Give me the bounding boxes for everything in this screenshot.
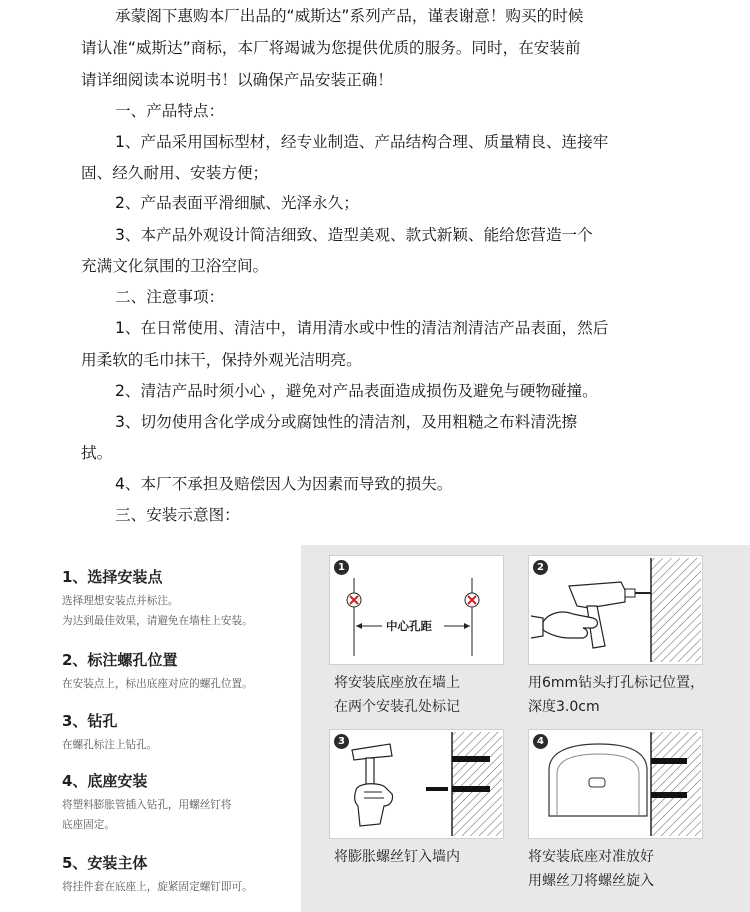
intro-line: 2、产品表面平滑细腻、光泽永久； <box>115 194 359 212</box>
step-number-badge: 4 <box>533 734 548 749</box>
diagram-card-4 <box>528 729 703 839</box>
intro-line: 2、清洁产品时须小心 ，避免对产品表面造成损伤及避免与硬物碰撞。 <box>115 382 598 400</box>
intro-line: 请详细阅读本说明书！以确保产品安装正确！ <box>81 71 393 89</box>
section-heading: 二、注意事项： <box>115 288 225 306</box>
diagram-caption: 用6mm钻头打孔标记位置， <box>528 675 705 691</box>
intro-line: 充满文化氛围的卫浴空间。 <box>81 257 269 275</box>
step-desc: 底座固定。 <box>62 819 115 831</box>
step-title: 5、安装主体 <box>62 854 148 872</box>
step-number-badge: 2 <box>533 560 548 575</box>
diagram-caption: 将膨胀螺丝钉入墙内 <box>334 849 460 865</box>
diagram-caption: 用螺丝刀将螺丝旋入 <box>528 873 654 889</box>
intro-line: 拭。 <box>81 444 113 462</box>
intro-line: 3、切勿使用含化学成分或腐蚀性的清洁剂，及用粗糙之布料清洗擦 <box>115 413 578 431</box>
step-title: 3、钻孔 <box>62 712 118 730</box>
intro-line: 承蒙阁下惠购本厂出品的“威斯达”系列产品，谨表谢意！购买的时候 <box>115 7 584 25</box>
step-number-badge: 3 <box>334 734 349 749</box>
diagram-card-3 <box>329 729 504 839</box>
step-desc: 在安装点上，标出底座对应的螺孔位置。 <box>62 678 253 690</box>
drill-illustration <box>529 556 702 664</box>
intro-line: 固、经久耐用、安装方便； <box>81 164 269 182</box>
step-title: 4、底座安装 <box>62 772 148 790</box>
intro-line: 请认准“威斯达”商标，本厂将竭诚为您提供优质的服务。同时，在安装前 <box>81 39 581 57</box>
diagram-caption: 将安装底座放在墙上 <box>334 675 460 691</box>
diagram-card-2 <box>528 555 703 665</box>
step-title: 2、标注螺孔位置 <box>62 651 178 669</box>
step-title: 1、选择安装点 <box>62 568 163 586</box>
hole-distance-label: 中心孔距 <box>386 619 432 633</box>
step-desc: 为达到最佳效果，请避免在墙柱上安装。 <box>62 615 253 627</box>
diagram-caption: 深度3.0cm <box>528 699 600 715</box>
section-heading: 一、产品特点： <box>115 102 225 120</box>
hammer-anchor-illustration <box>330 730 503 838</box>
step-desc: 在螺孔标注上钻孔。 <box>62 739 158 751</box>
intro-line: 4、本厂不承担及赔偿因人为因素而导致的损失。 <box>115 475 453 493</box>
section-heading: 三、安装示意图： <box>115 506 240 524</box>
intro-line: 用柔软的毛巾抹干，保持外观光洁明亮。 <box>81 351 362 369</box>
intro-line: 3、本产品外观设计简洁细致、造型美观、款式新颖、能给您营造一个 <box>115 226 593 244</box>
base-mount-illustration <box>529 730 702 838</box>
intro-line: 1、在日常使用、清洁中，请用清水或中性的清洁剂清洁产品表面，然后 <box>115 319 609 337</box>
step-desc: 选择理想安装点并标注。 <box>62 595 179 607</box>
diagram-card-1 <box>329 555 504 665</box>
mark-holes-illustration <box>330 556 503 664</box>
step-number-badge: 1 <box>334 560 349 575</box>
step-desc: 将塑料膨胀管插入钻孔，用螺丝钉将 <box>62 799 232 811</box>
diagram-caption: 在两个安装孔处标记 <box>334 699 460 715</box>
diagram-panel <box>301 545 750 912</box>
intro-line: 1、产品采用国标型材，经专业制造、产品结构合理、质量精良、连接牢 <box>115 133 609 151</box>
diagram-caption: 将安装底座对准放好 <box>528 849 654 865</box>
step-desc: 将挂件套在底座上，旋紧固定螺钉即可。 <box>62 881 253 893</box>
